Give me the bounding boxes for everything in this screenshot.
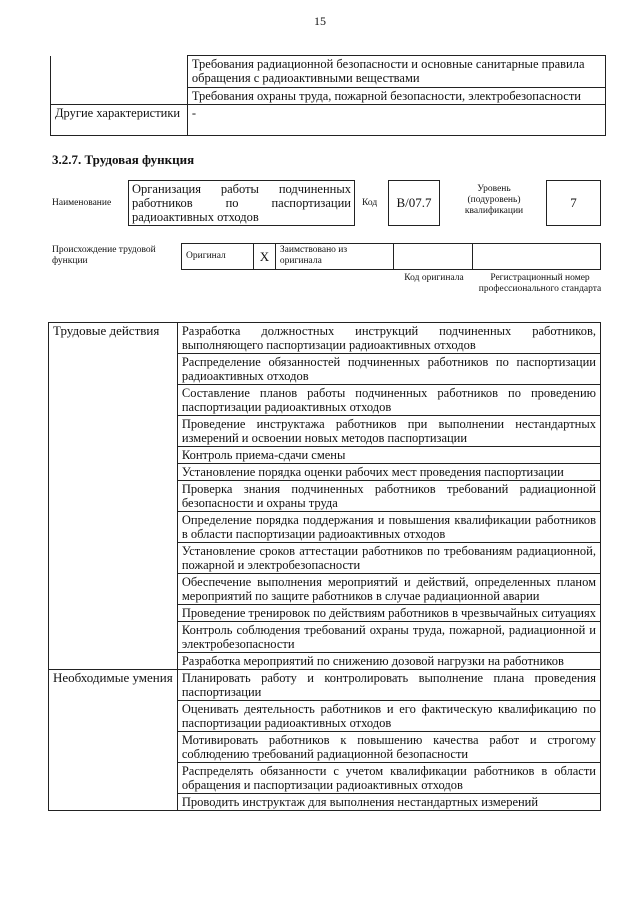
origin-label: Происхождение трудовой функции xyxy=(52,245,156,266)
cell-text: Проведение тренировок по действиям работников в чрезвычайных ситуациях xyxy=(177,605,600,622)
cell-text: Оценивать деятельность работников и его фактическую квалификацию по паспортизации радиоактивных отходов xyxy=(177,701,600,732)
cell-text: Проведение инструктажа работников при выполнении нестандартных измерений и освоении новых методов паспортизации xyxy=(177,416,600,447)
cell-text: Распределение обязанностей подчиненных работников по паспортизации радиоактивных отходов xyxy=(177,354,600,385)
cell-text: Составление планов работы подчиненных работников по проведению паспортизации радиоактивных отходов xyxy=(177,385,600,416)
registration-number-cell xyxy=(473,244,601,270)
table-row xyxy=(49,670,601,701)
cell-text: Планировать работу и контролировать выполнение плана проведения паспортизации xyxy=(177,670,600,701)
code-value: B/07.7 xyxy=(388,180,440,226)
name-label: Наименование xyxy=(52,198,112,208)
original-mark: X xyxy=(253,244,275,270)
table-row xyxy=(51,105,606,136)
original-label: Оригинал xyxy=(182,244,254,270)
cell-text: - xyxy=(187,105,605,136)
cell-text: Разработка должностных инструкций подчиненных работников, выполняющего паспортизации радиоактивных отходов xyxy=(177,323,600,354)
main-table xyxy=(48,322,601,811)
row-label: Трудовые действия xyxy=(49,323,178,670)
original-code-cell xyxy=(393,244,473,270)
cell-text: Контроль приема-сдачи смены xyxy=(177,447,600,464)
code-caption: Код оригинала xyxy=(404,273,464,283)
name-value: Организация работы подчиненных работников по паспортизации радиоактивных отходов xyxy=(128,180,355,226)
table-row xyxy=(49,323,601,354)
cell-text: Проверка знания подчиненных работников требований радиационной безопасности и охраны труда xyxy=(177,481,600,512)
page-number: 15 xyxy=(314,14,326,28)
cell-text: Требования радиационной безопасности и основные санитарные правила обращения с радиоактивными веществами xyxy=(187,56,605,88)
continuation-table xyxy=(50,55,606,136)
row-label: Необходимые умения xyxy=(49,670,178,811)
borrowed-label: Заимствовано из оригинала xyxy=(275,244,393,270)
cell-text: Определение порядка поддержания и повышения квалификации работников в области паспортизации радиоактивных отходов xyxy=(177,512,600,543)
cell-text: Мотивировать работников к повышению качества работ и строгому соблюдению требований радиационной безопасности xyxy=(177,732,600,763)
table-row xyxy=(182,244,601,270)
cell-text: Распределять обязанности с учетом квалификации работников в области обращения и паспортизации радиоактивных отходов xyxy=(177,763,600,794)
cell-text: Разработка мероприятий по снижению дозовой нагрузки на работников xyxy=(177,653,600,670)
cell-text: Установление сроков аттестации работников по требованиям радиационной, пожарной и электробезопасности xyxy=(177,543,600,574)
table-row xyxy=(51,56,606,88)
cell-text: Установление порядка оценки рабочих мест проведения паспортизации xyxy=(177,464,600,481)
level-value: 7 xyxy=(546,180,601,226)
origin-table xyxy=(181,243,601,270)
level-label: Уровень (подуровень) квалификации xyxy=(464,184,524,216)
cell-text: Проводить инструктаж для выполнения нестандартных измерений xyxy=(177,794,600,811)
section-title: 3.2.7. Трудовая функция xyxy=(52,152,195,167)
row-label: Другие характеристики xyxy=(51,105,188,136)
row-label xyxy=(51,56,188,105)
cell-text: Обеспечение выполнения мероприятий и действий, определенных планом мероприятий по защите работников в случае радиационной аварии xyxy=(177,574,600,605)
code-label: Код xyxy=(362,198,378,208)
reg-caption: Регистрационный номер профессионального стандарта xyxy=(478,273,602,294)
cell-text: Контроль соблюдения требований охраны труда, пожарной, радиационной и электробезопасности xyxy=(177,622,600,653)
cell-text: Требования охраны труда, пожарной безопасности, электробезопасности xyxy=(187,88,605,105)
